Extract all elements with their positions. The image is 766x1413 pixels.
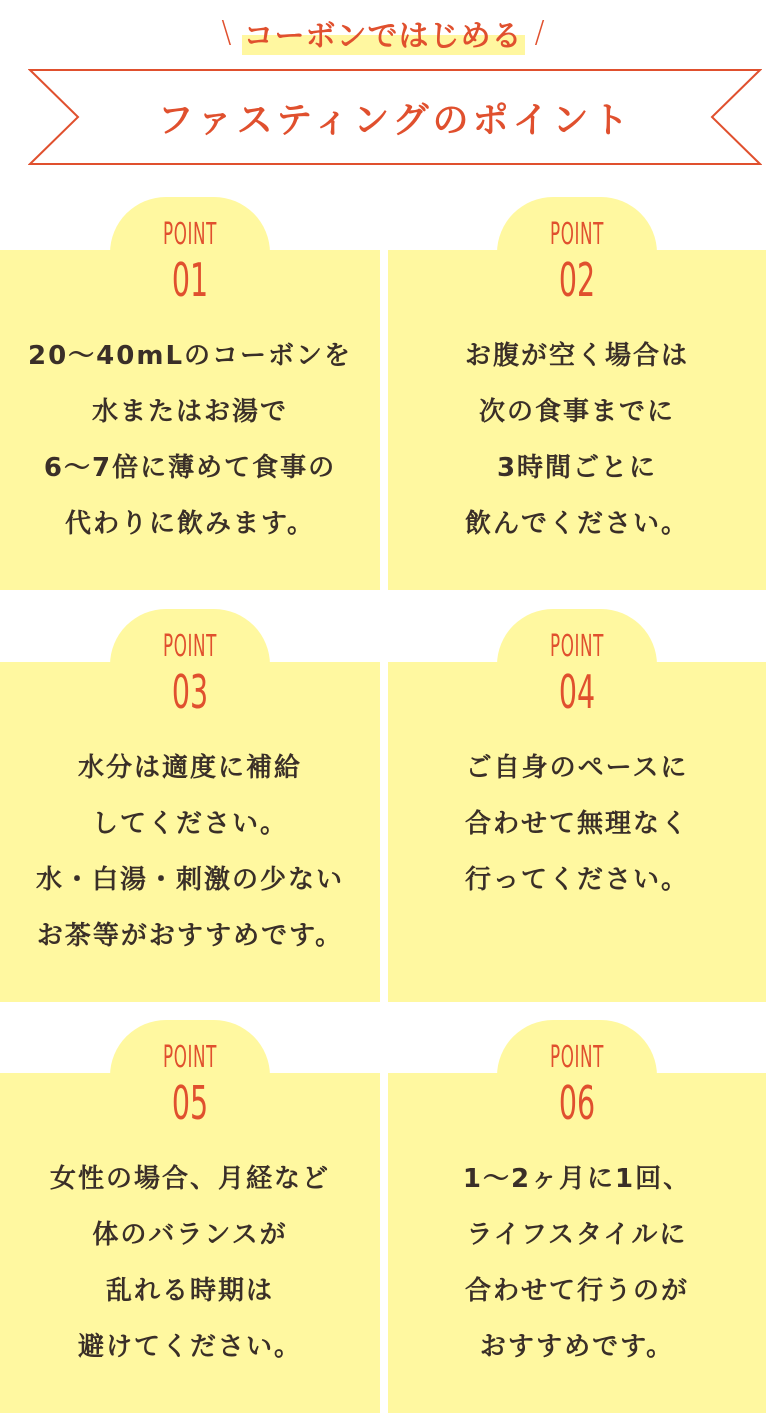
point-description-line: 合わせて行うのが bbox=[464, 1276, 689, 1306]
point-description-line: 合わせて無理なく bbox=[464, 809, 689, 839]
point-label: POINT bbox=[549, 217, 605, 252]
point-description-line: 水分は適度に補給 bbox=[77, 753, 302, 783]
point-description-line: ご自身のペースに bbox=[465, 753, 689, 783]
point-description-line: 代わりに飲みます。 bbox=[65, 509, 315, 539]
point-description bbox=[388, 740, 766, 908]
point-description bbox=[388, 1151, 766, 1375]
point-number: 01 bbox=[171, 253, 209, 307]
point-number: 06 bbox=[558, 1076, 596, 1130]
point-description-line: 女性の場合、月経など bbox=[49, 1164, 330, 1194]
slash-left-decoration: \ bbox=[221, 15, 232, 50]
point-description-line: 1～2ヶ月に1回、 bbox=[462, 1164, 692, 1194]
point-description-line: ライフスタイルに bbox=[466, 1220, 688, 1250]
point-number: 04 bbox=[558, 665, 596, 719]
tagline bbox=[0, 8, 766, 58]
point-description bbox=[0, 1151, 380, 1375]
point-description-line: お腹が空く場合は bbox=[464, 341, 689, 371]
point-number: 03 bbox=[171, 665, 209, 719]
point-description bbox=[0, 328, 380, 552]
point-description-line: お茶等がおすすめです。 bbox=[36, 921, 344, 951]
point-label: POINT bbox=[162, 629, 218, 664]
tagline-text: コーボンではじめる bbox=[242, 11, 525, 55]
point-description-line: してください。 bbox=[91, 809, 288, 839]
point-description-line: 次の食事までに bbox=[478, 397, 675, 427]
point-description-line: 水・白湯・刺激の少ない bbox=[35, 865, 344, 895]
point-number: 02 bbox=[558, 253, 596, 307]
point-description-line: 避けてください。 bbox=[77, 1332, 302, 1362]
point-description-line: 体のバランスが bbox=[92, 1220, 288, 1250]
point-number: 05 bbox=[171, 1076, 209, 1130]
point-description bbox=[0, 740, 380, 964]
point-description-line: 飲んでください。 bbox=[464, 509, 689, 539]
point-description-line: 3時間ごとに bbox=[496, 453, 658, 483]
point-description-line: 水またはお湯で bbox=[91, 397, 288, 427]
point-label: POINT bbox=[549, 1040, 605, 1075]
slash-right-decoration: / bbox=[534, 15, 545, 50]
point-description-line: 乱れる時期は bbox=[105, 1276, 274, 1306]
point-description bbox=[388, 328, 766, 552]
point-label: POINT bbox=[162, 217, 218, 252]
page-title: ファスティングのポイント bbox=[157, 99, 633, 141]
title-ribbon bbox=[28, 68, 762, 166]
point-label: POINT bbox=[162, 1040, 218, 1075]
point-description-line: 6～7倍に薄めて食事の bbox=[43, 453, 337, 483]
point-description-line: 行ってください。 bbox=[464, 865, 689, 895]
point-description-line: 20～40mLのコーボンを bbox=[27, 341, 353, 371]
point-description-line: おすすめです。 bbox=[479, 1332, 675, 1362]
point-label: POINT bbox=[549, 629, 605, 664]
